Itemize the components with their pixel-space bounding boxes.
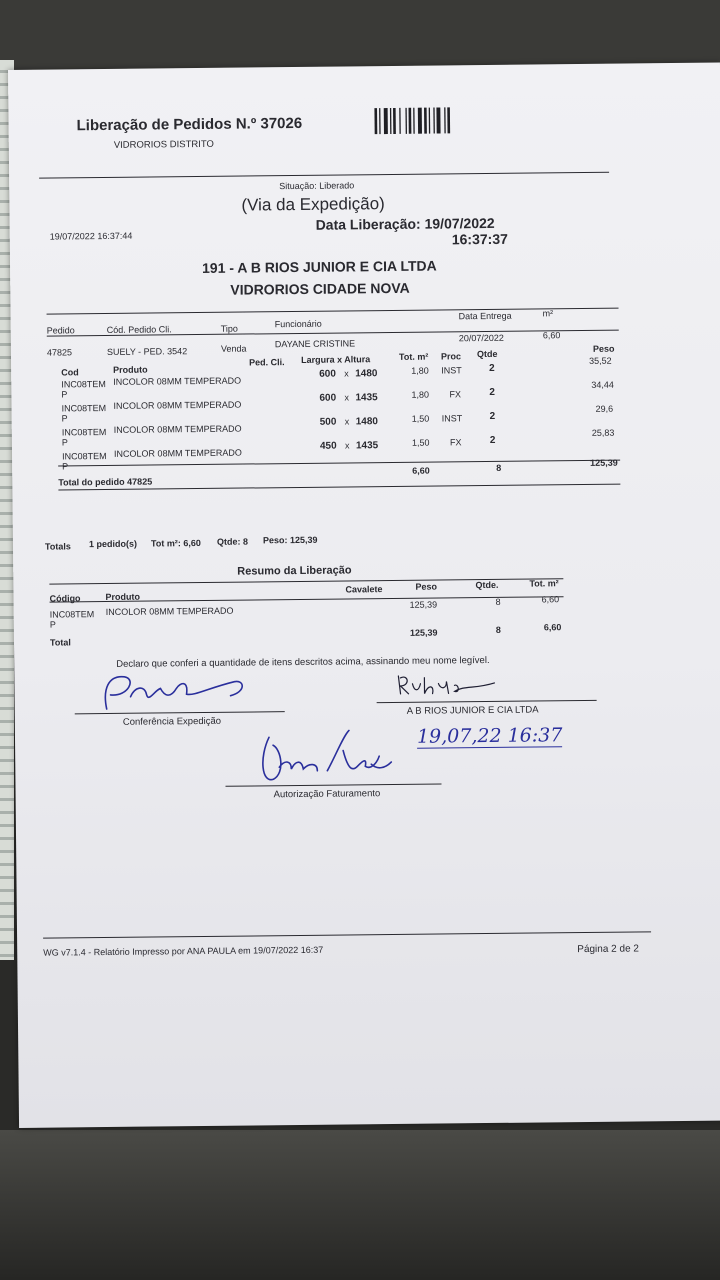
customer-name: 191 - A B RIOS JUNIOR E CIA LTDA	[202, 257, 437, 276]
item-code: INC08TEM	[61, 402, 107, 414]
item-code: INC08TEM	[61, 378, 106, 390]
item-product: INCOLOR 08MM TEMPERADO	[113, 423, 242, 435]
col-m2: m²	[542, 308, 554, 319]
copy-type: (Via da Expedição)	[241, 194, 385, 215]
item-width: 450	[319, 440, 337, 452]
summary-col-weight: Peso	[415, 581, 438, 592]
order-total-rule	[58, 457, 620, 468]
release-date: Data Liberação: 19/07/2022	[315, 214, 495, 233]
order-total-qty: 8	[496, 462, 502, 473]
item-proc: FX	[449, 437, 462, 448]
summary-total-m2: 6,60	[543, 622, 562, 633]
totals-qty: Qtde: 8	[216, 536, 249, 547]
item-qty: 2	[489, 386, 496, 398]
item-weight: 29,6	[595, 403, 614, 414]
item-col-peso: Peso	[592, 343, 615, 354]
totals-m2: Tot m²: 6,60	[150, 538, 201, 549]
document-page	[8, 63, 720, 1128]
conference-label: Conferência Expedição	[122, 715, 222, 728]
authorization-label: Autorização Faturamento	[273, 788, 381, 801]
order-client-code: SUELY - PED. 3542	[106, 346, 188, 357]
summary-product: INCOLOR 08MM TEMPERADO	[105, 605, 234, 618]
item-qty: 2	[489, 410, 496, 422]
item-width: 500	[319, 416, 337, 428]
item-tot-m2: 1,50	[411, 413, 430, 424]
summary-code: INC08TEM	[49, 609, 95, 620]
item-code-suffix: P	[61, 413, 68, 424]
summary-col-qty: Qtde.	[475, 579, 499, 591]
item-weight: 25,83	[591, 427, 615, 438]
customer-store: VIDRORIOS CIDADE NOVA	[230, 279, 410, 298]
totals-orders: 1 pedido(s)	[88, 538, 138, 550]
order-employee: DAYANE CRISTINE	[274, 338, 356, 350]
order-total-weight: 125,39	[590, 457, 618, 468]
summary-total-weight: 125,39	[409, 627, 438, 638]
summary-title: Resumo da Liberação	[237, 564, 352, 578]
item-tot-m2: 1,80	[411, 365, 429, 376]
item-col-dimensions: Largura x Altura	[300, 354, 371, 365]
summary-col-code: Código	[49, 593, 81, 604]
status-text: Situação: Liberado	[279, 180, 355, 192]
summary-col-m2: Tot. m²	[529, 578, 559, 589]
item-proc: INST	[441, 413, 463, 424]
item-proc: FX	[449, 389, 461, 400]
handwritten-date: 19,07,22 16:37	[416, 724, 563, 748]
col-data-entrega: Data Entrega	[458, 310, 512, 322]
order-delivery-date: 20/07/2022	[458, 332, 504, 344]
item-times: x	[344, 440, 350, 451]
item-qty: 2	[489, 362, 495, 374]
order-top-rule	[47, 308, 619, 315]
declaration-text: Declaro que conferi a quantidade de itens descritos acima, assinando meu nome legível.	[116, 654, 490, 670]
item-col-proc: Proc	[440, 351, 462, 362]
document-title: Liberação de Pedidos N.º 37026	[76, 114, 303, 135]
col-tipo: Tipo	[220, 323, 238, 334]
company-signature-line	[377, 700, 597, 703]
background-bottom	[0, 1130, 720, 1280]
item-weight: 34,44	[591, 379, 614, 390]
summary-total-qty: 8	[495, 624, 501, 635]
item-code-suffix: P	[62, 461, 69, 472]
item-col-cod: Cod	[61, 367, 79, 378]
item-times: x	[344, 392, 349, 403]
item-col-ped-cli: Ped. Cli.	[249, 357, 285, 368]
item-height: 1480	[355, 416, 379, 428]
header-rule	[39, 172, 609, 179]
summary-m2: 6,60	[541, 594, 560, 605]
item-code-suffix: P	[61, 437, 68, 448]
summary-code-suffix: P	[49, 619, 56, 630]
item-tot-m2: 1,50	[411, 437, 430, 448]
footer-rule	[43, 931, 651, 938]
totals-weight: Peso: 125,39	[262, 534, 318, 546]
item-weight: 35,52	[589, 355, 612, 366]
item-height: 1480	[355, 368, 378, 380]
item-height: 1435	[355, 440, 379, 452]
release-time: 16:37:37	[451, 230, 508, 248]
item-col-tot-m2: Tot. m²	[398, 351, 429, 362]
item-product: INCOLOR 08MM TEMPERADO	[113, 399, 242, 411]
item-width: 600	[319, 392, 337, 404]
item-tot-m2: 1,80	[411, 389, 430, 400]
order-number: 47825	[46, 347, 73, 358]
summary-weight: 125,39	[409, 599, 438, 610]
signature-conference-icon	[84, 667, 254, 715]
signature-company-icon	[394, 671, 524, 700]
order-m2: 6,60	[542, 330, 561, 341]
item-code: INC08TEM	[61, 426, 107, 438]
summary-col-cavalete: Cavalete	[345, 584, 383, 595]
item-width: 600	[319, 368, 336, 380]
item-qty: 2	[489, 434, 496, 446]
item-code: INC08TEM	[61, 450, 107, 462]
item-times: x	[344, 368, 349, 379]
order-total-label: Total do pedido 47825	[58, 476, 153, 488]
summary-qty: 8	[495, 596, 501, 607]
item-times: x	[344, 416, 350, 427]
footer-printed-by: WG v7.1.4 - Relatório Impresso por ANA PAULA em 19/07/2022 16:37	[43, 944, 324, 958]
print-datetime: 19/07/2022 16:37:44	[49, 230, 133, 242]
item-proc: INST	[441, 365, 462, 376]
footer-page-number: Página 2 de 2	[577, 943, 640, 956]
item-code-suffix: P	[61, 389, 68, 400]
company-signature-label: A B RIOS JUNIOR E CIA LTDA	[406, 704, 539, 717]
item-product: INCOLOR 08MM TEMPERADO	[113, 375, 242, 387]
item-height: 1435	[355, 392, 378, 404]
company-name: VIDRORIOS DISTRITO	[113, 138, 214, 151]
order-type: Venda	[220, 343, 247, 354]
totals-label: Totals	[44, 541, 71, 552]
item-col-produto: Produto	[113, 364, 148, 375]
signature-authorization-icon	[251, 726, 402, 801]
summary-col-product: Produto	[105, 591, 141, 603]
item-col-qtde: Qtde	[476, 348, 498, 360]
barcode-icon	[374, 107, 476, 136]
item-product: INCOLOR 08MM TEMPERADO	[113, 447, 242, 459]
col-funcionario: Funcionário	[274, 318, 322, 330]
summary-total-label: Total	[49, 637, 71, 648]
col-pedido: Pedido	[46, 325, 75, 336]
order-total-m2: 6,60	[412, 465, 430, 476]
col-cod-pedido-cli: Cód. Pedido Cli.	[106, 324, 172, 335]
